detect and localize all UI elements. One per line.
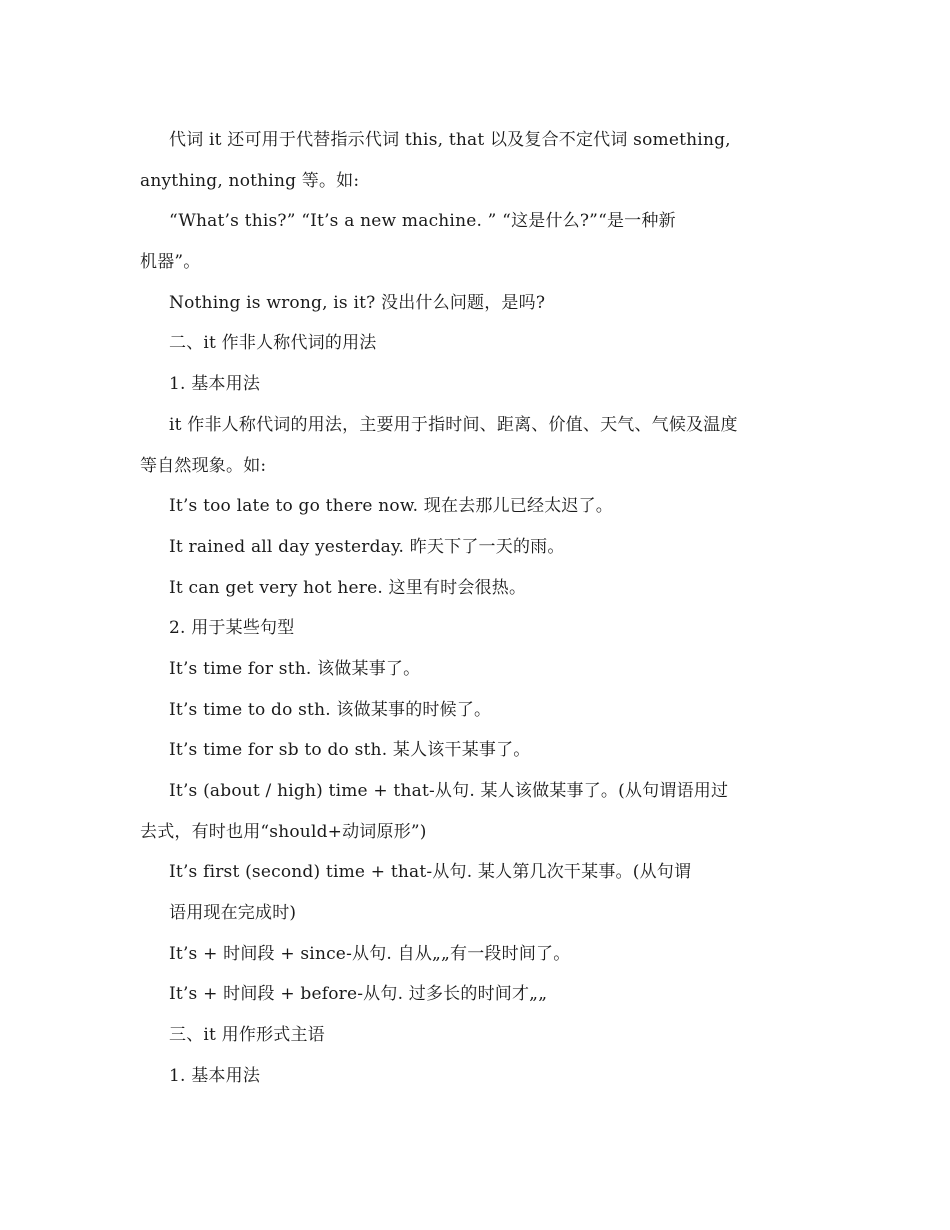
section-heading: 二、it 作非人称代词的用法 [169,333,377,354]
pattern-line: It’s time to do sth. 该做某事的时候了。 [169,699,492,720]
section-heading: 三、it 用作形式主语 [169,1025,325,1046]
pattern-line: 去式，有时也用“should+动词原形”) [140,821,427,842]
document-page [140,120,810,1097]
subsection-heading: 2. 用于某些句型 [169,618,295,639]
paragraph-line: it 作非人称代词的用法，主要用于指时间、距离、价值、天气、气候及温度 [169,414,738,435]
subsection-heading: 1. 基本用法 [169,1065,261,1086]
example-line: Nothing is wrong, is it? 没出什么问题，是吗? [169,292,546,313]
example-line: It can get very hot here. 这里有时会很热。 [169,577,527,598]
paragraph-line: anything, nothing 等。如: [140,170,360,191]
pattern-line: It’s (about / high) time + that-从句. 某人该做某事了。(从句谓语用过 [169,781,729,801]
pattern-line: It’s + 时间段 + before-从句. 过多长的时间才„„ [169,984,548,1005]
pattern-line: It’s + 时间段 + since-从句. 自从„„有一段时间了。 [169,943,571,964]
pattern-line: 语用现在完成时) [169,903,297,924]
paragraph-line: 代词 it 还可用于代替指示代词 this, that 以及复合不定代词 something, [169,130,731,150]
example-line: 机器”。 [140,252,201,273]
pattern-line: It’s time for sb to do sth. 某人该干某事了。 [169,740,531,761]
example-line: “What’s this?” “It’s a new machine. ” “这是什么?”“是一种新 [169,211,676,232]
pattern-line: It’s first (second) time + that-从句. 某人第几次干某事。(从句谓 [169,862,692,883]
example-line: It rained all day yesterday. 昨天下了一天的雨。 [169,536,565,557]
pattern-line: It’s time for sth. 该做某事了。 [169,658,421,679]
example-line: It’s too late to go there now. 现在去那儿已经太迟了。 [169,496,613,517]
paragraph-line: 等自然现象。如: [140,455,267,476]
subsection-heading: 1. 基本用法 [169,374,261,395]
